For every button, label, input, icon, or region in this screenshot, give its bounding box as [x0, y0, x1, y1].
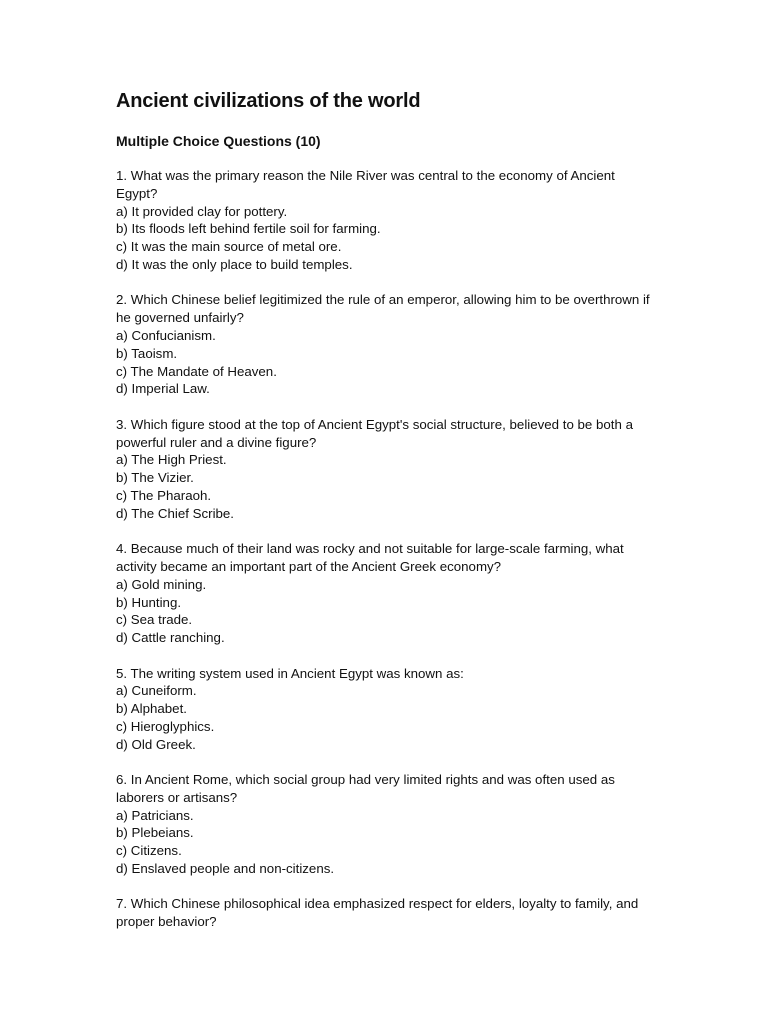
answer-option: a) Cuneiform. [116, 683, 197, 699]
answer-option: b) Plebeians. [116, 825, 194, 841]
answer-option: b) The Vizier. [116, 470, 194, 486]
answer-option: a) It provided clay for pottery. [116, 203, 288, 219]
answer-option: d) The Chief Scribe. [116, 505, 235, 521]
answer-option: d) Old Greek. [116, 736, 196, 752]
question-text: 3. Which figure stood at the top of Ancient Egypt's social structure, believed to be both a powerful ruler and a divine figure? [116, 416, 633, 450]
document-page [116, 86, 656, 949]
answer-option: d) Cattle ranching. [116, 630, 225, 646]
question-4 [116, 540, 656, 647]
question-text: 5. The writing system used in Ancient Egypt was known as: [116, 665, 464, 681]
question-3 [116, 416, 656, 523]
question-5 [116, 665, 656, 754]
question-text: 6. In Ancient Rome, which social group had very limited rights and was often used as laborers or artisans? [116, 772, 615, 805]
answer-option: d) It was the only place to build temples. [116, 256, 353, 272]
answer-option: d) Imperial Law. [116, 381, 210, 397]
answer-option: c) The Pharaoh. [116, 487, 212, 503]
answer-option: c) Citizens. [116, 843, 182, 859]
section-heading: Multiple Choice Questions (10) [116, 133, 321, 149]
answer-option: c) It was the main source of metal ore. [116, 239, 342, 255]
question-text: 1. What was the primary reason the Nile River was central to the economy of Ancient Egypt? [116, 168, 615, 201]
answer-option: c) The Mandate of Heaven. [116, 363, 277, 379]
question-text: 4. Because much of their land was rocky and not suitable for large-scale farming, what activity became an important part of the Ancient Greek economy? [116, 541, 624, 574]
answer-option: c) Sea trade. [116, 612, 193, 628]
question-6 [116, 771, 656, 878]
answer-option: c) Hieroglyphics. [116, 718, 215, 734]
question-text: 2. Which Chinese belief legitimized the rule of an emperor, allowing him to be overthrown if he governed unfairly? [116, 292, 650, 326]
answer-option: a) Gold mining. [116, 576, 207, 592]
answer-option: b) Its floods left behind fertile soil for farming. [116, 221, 381, 237]
answer-option: a) Patricians. [116, 807, 194, 823]
answer-option: b) Taoism. [116, 345, 178, 361]
answer-option: b) Hunting. [116, 594, 182, 610]
answer-option: b) Alphabet. [116, 701, 187, 717]
question-text: 7. Which Chinese philosophical idea emphasized respect for elders, loyalty to family, and proper behavior? [116, 896, 639, 930]
document-title: Ancient civilizations of the world [116, 90, 421, 112]
question-1 [116, 167, 656, 274]
answer-option: d) Enslaved people and non-citizens. [116, 861, 335, 877]
answer-option: a) The High Priest. [116, 452, 227, 468]
question-2 [116, 291, 656, 398]
answer-option: a) Confucianism. [116, 327, 216, 343]
question-7 [116, 895, 656, 931]
